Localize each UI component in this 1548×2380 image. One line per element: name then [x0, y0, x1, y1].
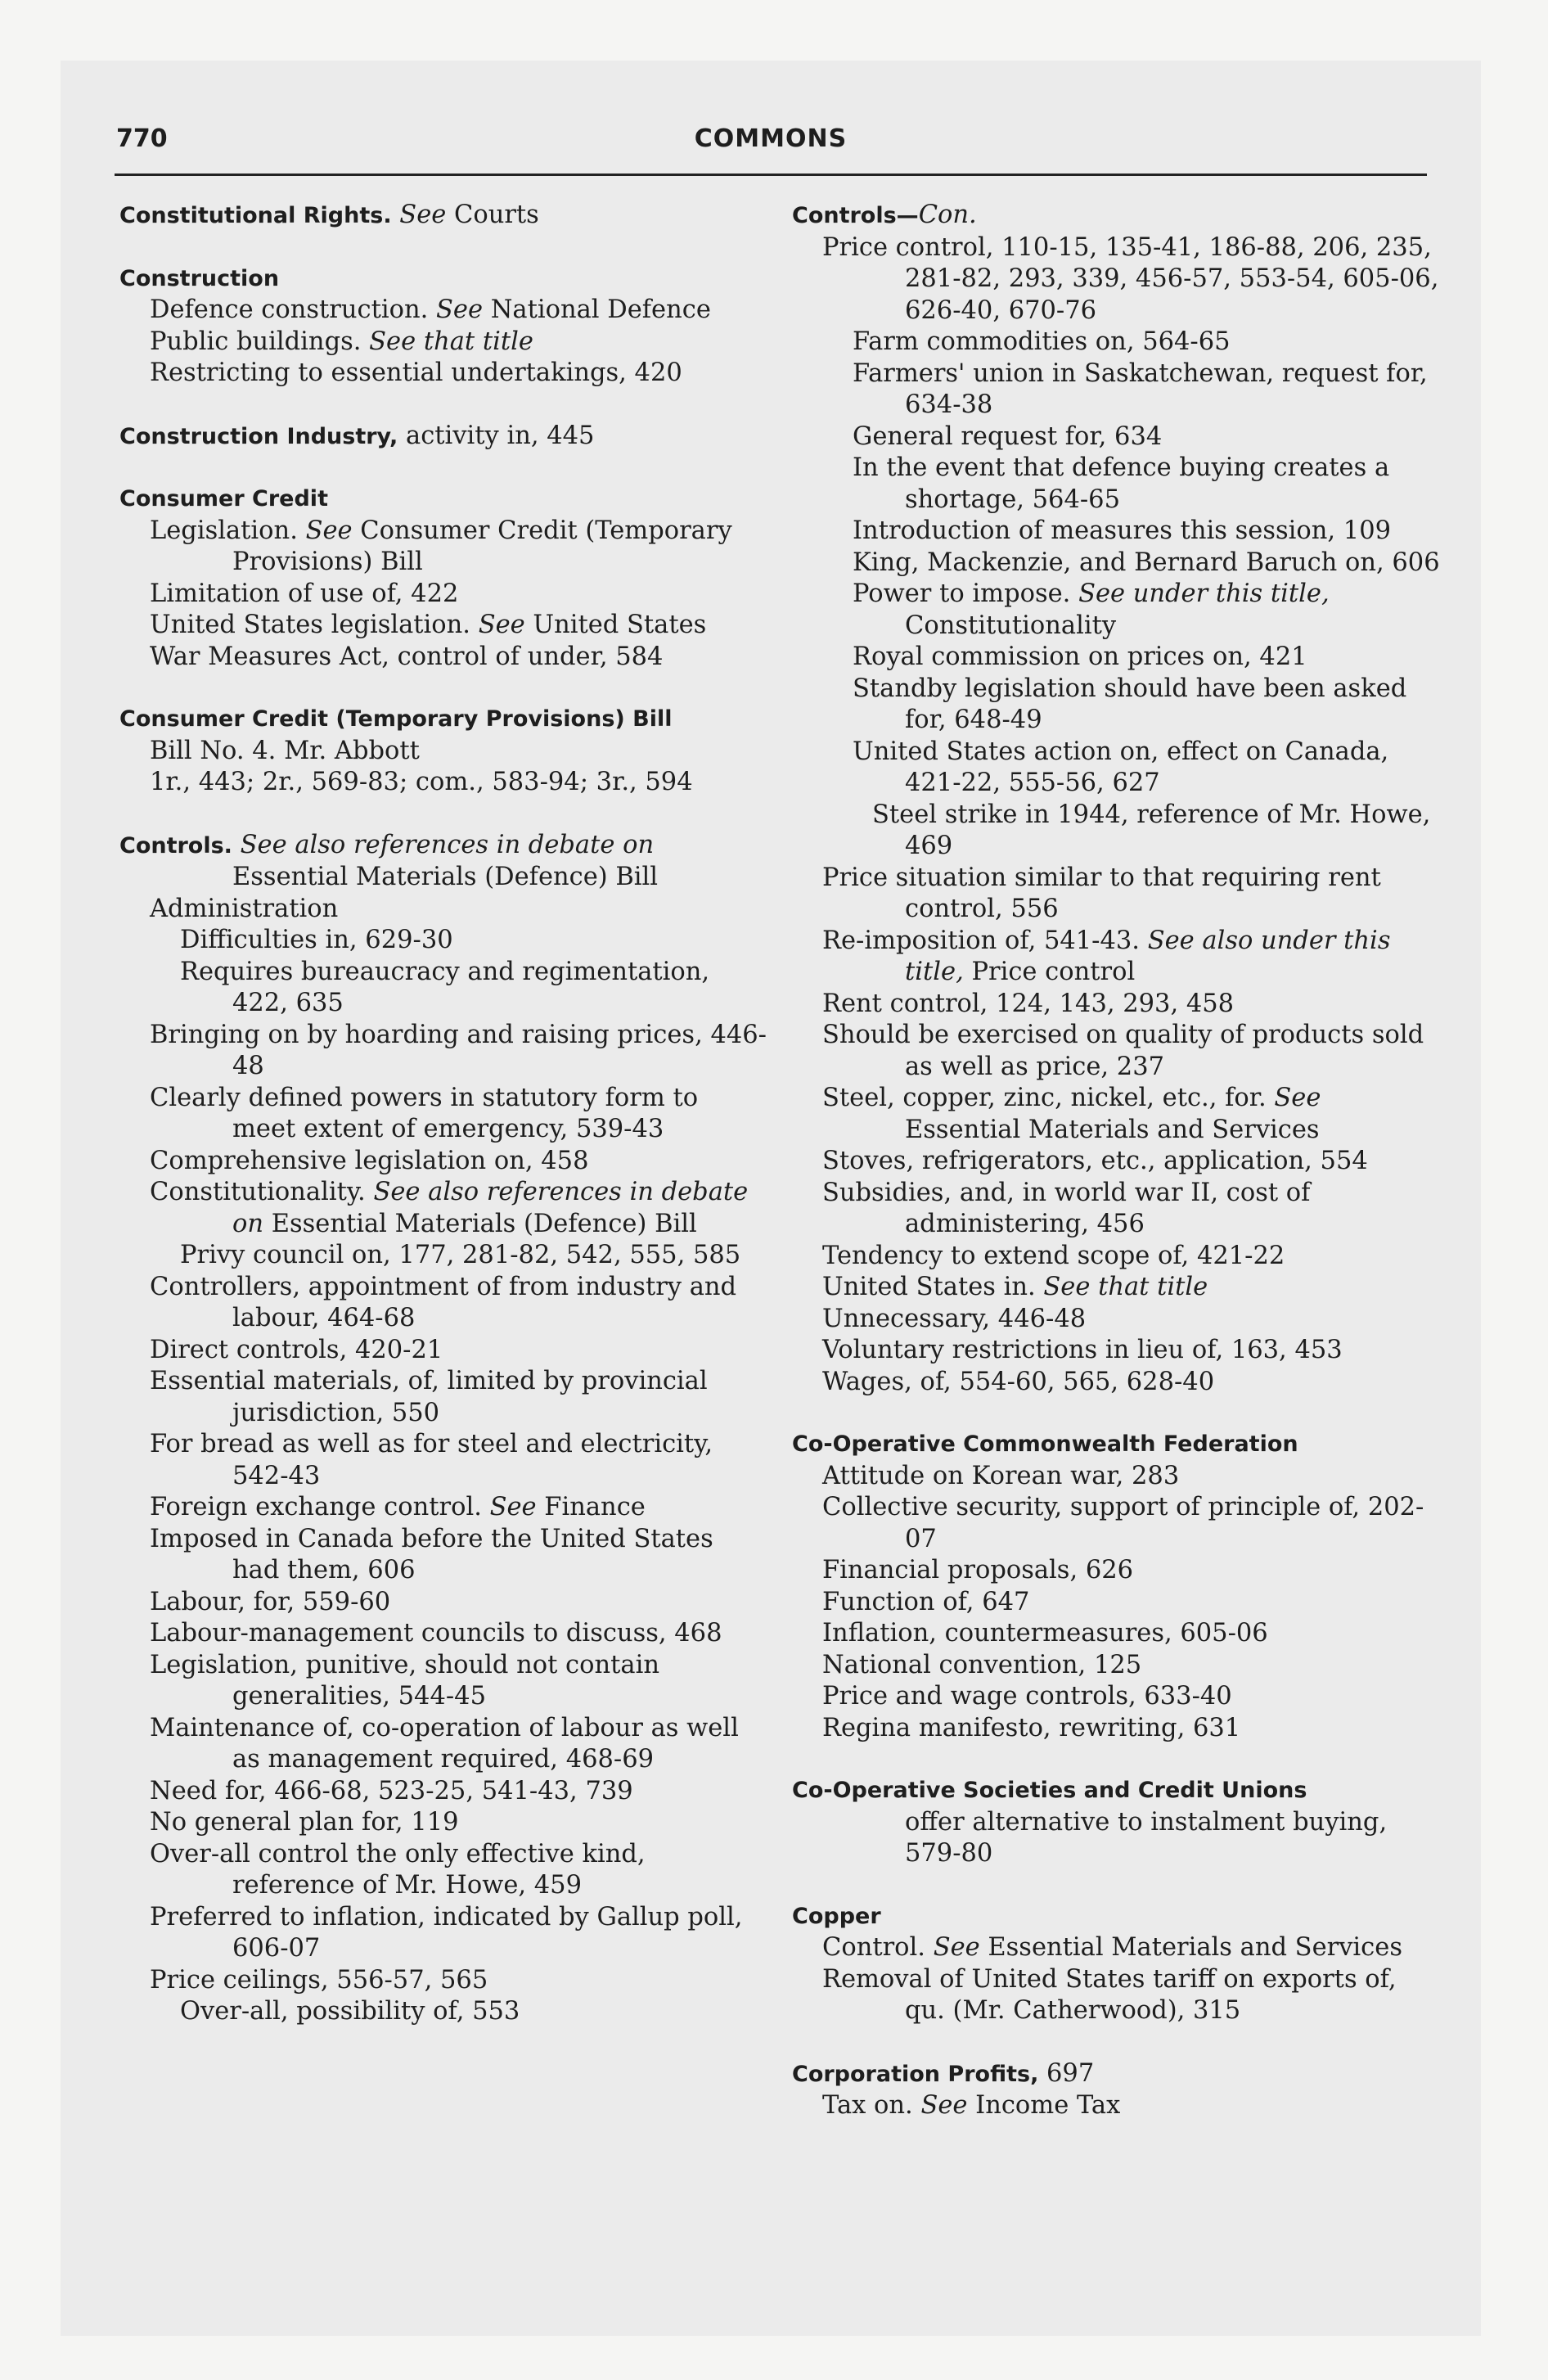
running-head: COMMONS: [694, 124, 848, 153]
index-entry: For bread as well as for steel and electricity, 542-43: [150, 1430, 713, 1490]
index-entry: Unnecessary, 446-48: [822, 1304, 1087, 1333]
index-entry: Should be exercised on quality of products sold as well as price, 237: [822, 1021, 1424, 1081]
index-heading: Copper: [792, 1903, 881, 1929]
index-entry: Labour, for, 559-60: [150, 1587, 391, 1616]
right-column: [792, 200, 1440, 2122]
index-heading: Controls. See also references in debate on: [119, 830, 655, 859]
index-entry: United States in. See that title: [822, 1273, 1208, 1301]
index-entry: National convention, 125: [822, 1650, 1142, 1679]
index-entry: Clearly defined powers in statutory form to meet extent of emergency, 539-43: [150, 1083, 699, 1143]
index-heading: Co-Operative Commonwealth Federation: [792, 1431, 1298, 1457]
index-entry: Control. See Essential Materials and Services: [822, 1933, 1402, 1962]
index-entry: Tendency to extend scope of, 421-22: [822, 1241, 1285, 1270]
index-heading: Construction: [119, 265, 280, 291]
page-number: 770: [116, 124, 168, 153]
index-heading: Consumer Credit (Temporary Provisions) Bill: [119, 706, 673, 732]
index-entry: Administration: [150, 894, 339, 923]
index-entry: Regina manifesto, rewriting, 631: [822, 1713, 1241, 1742]
index-entry: United States legislation. See United States: [150, 611, 707, 639]
left-column: [119, 200, 767, 2028]
index-entry: War Measures Act, control of under, 584: [150, 642, 664, 671]
index-entry: Privy council on, 177, 281-82, 542, 555, 585: [180, 1241, 741, 1269]
index-entry: Legislation, punitive, should not contain generalities, 544-45: [150, 1650, 659, 1711]
index-entry: Requires bureaucracy and regimentation, 422, 635: [180, 957, 710, 1017]
index-entry: Imposed in Canada before the United States had them, 606: [150, 1524, 713, 1584]
index-entry: No general plan for, 119: [150, 1808, 459, 1837]
index-entry: Royal commission on prices on, 421: [853, 642, 1307, 671]
index-entry: Removal of United States tariff on exports of, qu. (Mr. Catherwood), 315: [822, 1964, 1397, 2025]
index-entry: Need for, 466-68, 523-25, 541-43, 739: [150, 1776, 633, 1805]
index-entry: Bill No. 4. Mr. Abbott: [150, 736, 420, 765]
index-entry: Wages, of, 554-60, 565, 628-40: [822, 1367, 1215, 1396]
index-entry: Introduction of measures this session, 109: [853, 516, 1391, 545]
index-entry: Function of, 647: [822, 1587, 1030, 1616]
index-heading: Construction Industry, activity in, 445: [119, 421, 595, 450]
index-entry: Steel, copper, zinc, nickel, etc., for. See Essential Materials and Services: [822, 1084, 1321, 1144]
index-heading: Constitutional Rights. See Courts: [119, 201, 539, 229]
index-entry: Subsidies, and, in world war II, cost of administering, 456: [822, 1178, 1311, 1238]
index-entry: Over-all, possibility of, 553: [180, 1997, 520, 2026]
index-entry: Controllers, appointment of from industry and labour, 464-68: [150, 1272, 737, 1332]
index-heading-continuation: Essential Materials (Defence) Bill: [232, 863, 659, 891]
index-entry: Over-all control the only effective kind, reference of Mr. Howe, 459: [150, 1839, 646, 1900]
index-entry: Constitutionality. See also references in debate on Essential Materials (Defence) Bill: [150, 1178, 749, 1238]
index-entry: Farmers' union in Saskatchewan, request for, 634-38: [853, 358, 1428, 419]
index-heading: Co-Operative Societies and Credit Unions: [792, 1778, 1307, 1803]
index-entry: Comprehensive legislation on, 458: [150, 1146, 589, 1175]
index-entry: Maintenance of, co-operation of labour as well as management required, 468-69: [150, 1713, 739, 1774]
index-entry: Legislation. See Consumer Credit (Temporary Provisions) Bill: [150, 516, 732, 576]
index-entry: Price control, 110-15, 135-41, 186-88, 206, 235, 281-82, 293, 339, 456-57, 553-54, 605-06, 626-40, 670-76: [822, 232, 1439, 325]
index-entry: Restricting to essential undertakings, 420: [150, 358, 682, 387]
index-entry: Voluntary restrictions in lieu of, 163, 453: [822, 1336, 1343, 1364]
index-page: [61, 61, 1481, 2336]
index-entry: Financial proposals, 626: [822, 1556, 1134, 1584]
index-entry: United States action on, effect on Canada, 421-22, 555-56, 627: [853, 737, 1389, 797]
index-heading: Consumer Credit: [119, 486, 328, 512]
index-entry: Stoves, refrigerators, etc., application, 554: [822, 1147, 1368, 1175]
index-entry: Bringing on by hoarding and raising prices, 446-48: [150, 1020, 767, 1080]
index-heading: Controls—Con.: [792, 201, 977, 229]
index-heading-continuation: offer alternative to instalment buying, 579-80: [905, 1807, 1388, 1868]
index-entry: Foreign exchange control. See Finance: [150, 1493, 646, 1521]
index-entry: Farm commodities on, 564-65: [853, 327, 1231, 356]
index-entry: Power to impose. See under this title, Constitutionality: [853, 579, 1330, 640]
index-entry: Defence construction. See National Defence: [150, 295, 711, 324]
index-entry: Re-imposition of, 541-43. See also under this title, Price control: [822, 926, 1391, 986]
index-entry: Price and wage controls, 633-40: [822, 1682, 1232, 1711]
index-entry: Inflation, countermeasures, 605-06: [822, 1619, 1268, 1648]
index-entry: In the event that defence buying creates a shortage, 564-65: [853, 453, 1390, 514]
index-entry: Attitude on Korean war, 283: [822, 1461, 1180, 1490]
index-entry: 1r., 443; 2r., 569-83; com., 583-94; 3r., 594: [150, 768, 693, 796]
index-entry: Price ceilings, 556-57, 565: [150, 1965, 488, 1995]
index-entry: Direct controls, 420-21: [150, 1335, 443, 1364]
index-entry: Essential materials, of, limited by provincial jurisdiction, 550: [150, 1367, 708, 1427]
index-entry: Price situation similar to that requiring rent control, 556: [822, 863, 1381, 923]
index-heading: Corporation Profits, 697: [792, 2058, 1095, 2088]
index-entry: General request for, 634: [853, 421, 1163, 451]
index-entry: Preferred to inflation, indicated by Gallup poll, 606-07: [150, 1902, 743, 1963]
index-entry: Steel strike in 1944, reference of Mr. Howe, 469: [872, 800, 1431, 860]
index-entry: Labour-management councils to discuss, 468: [150, 1619, 722, 1648]
index-entry: Rent control, 124, 143, 293, 458: [822, 989, 1235, 1018]
index-entry: King, Mackenzie, and Bernard Baruch on, 606: [853, 548, 1440, 577]
header-rule: [115, 174, 1427, 176]
index-entry: Difficulties in, 629-30: [180, 926, 453, 954]
index-entry: Standby legislation should have been asked for, 648-49: [853, 674, 1407, 734]
index-entry: Tax on. See Income Tax: [822, 2091, 1121, 2120]
index-entry: Collective security, support of principle of, 202-07: [822, 1493, 1424, 1553]
index-entry: Limitation of use of, 422: [150, 579, 459, 608]
index-entry: Public buildings. See that title: [150, 327, 533, 356]
